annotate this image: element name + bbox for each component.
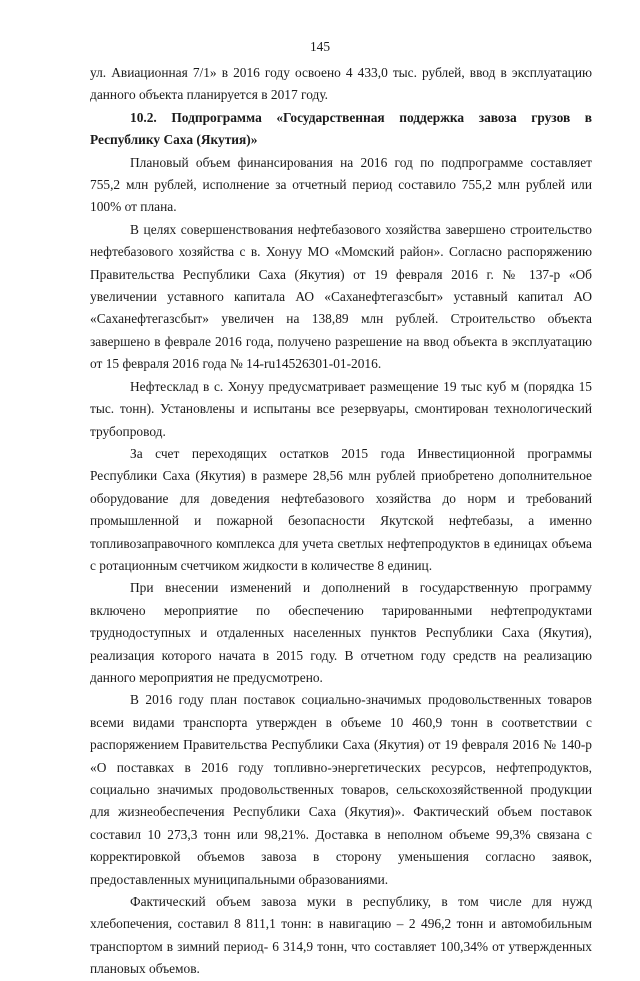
section-heading: 10.2. Подпрограмма «Государственная поддержка завоза грузов в Республику Саха (Якутия)»	[90, 109, 592, 148]
paragraph: В 2016 году план поставок социально-значимых продовольственных товаров всеми видами транспорта утвержден в объеме 10 460,9 тонн в соответствии с распоряжением Правительства Республики Саха (Якутия) от 19 февраля 2016 № 140-р «О поставках в 2016 году топливно-энергетических ресурсов, нефтепродуктов, социально значимых продовольственных товаров, сельскохозяйственной продукции для жизнеобеспечения Республики Саха (Якутия)». Фактический объем поставок составил 10 273,3 тонн или 98,21%. Доставка в неполном объеме 99,3% связана с корректировкой объемов завоза в сторону уменьшения согласно заявок, предоставленных муниципальными образованиями.	[90, 692, 592, 887]
paragraph: За счет переходящих остатков 2015 года Инвестиционной программы Республики Саха (Якутия) в размере 28,56 млн рублей приобретено дополнительное оборудование для доведения нефтебазового хозяйства до норм и требований промышленной и пожарной безопасности Якутской нефтебазы, а именно топливозаправочного комплекса для учета светлых нефтепродуктов в единицах объема с ротационным счетчиком жидкости в количестве 8 единиц.	[90, 445, 592, 573]
paragraph-continuation: ул. Авиационная 7/1» в 2016 году освоено 4 433,0 тыс. рублей, ввод в эксплуатацию данного объекта планируется в 2017 году.	[90, 65, 592, 103]
paragraph: При внесении изменений и дополнений в государственную программу включено мероприятие по обеспечению тарированными нефтепродуктами труднодоступных и отдаленных населенных пунктов Республики Саха (Якутия), реализация которого начата в 2015 году. В отчетном году средств на реализацию данного мероприятия не предусмотрено.	[90, 580, 592, 685]
paragraph: Нефтесклад в с. Хонуу предусматривает размещение 19 тыс куб м (порядка 15 тыс. тонн). Установлены и испытаны все резервуары, смонтирован технологический трубопровод.	[90, 378, 592, 439]
paragraph: Плановый объем финансирования на 2016 год по подпрограмме составляет 755,2 млн рублей, исполнение за отчетный период составило 755,2 млн рублей или 100% от плана.	[90, 154, 592, 215]
paragraph: Фактический объем завоза муки в республику, в том числе для нужд хлебопечения, составил 8 811,1 тонн: в навигацию – 2 496,2 тонн и автомобильным транспортом в зимний период- 6 314,9 тонн, что составляет 100,34% от утвержденных плановых объемов.	[90, 894, 592, 977]
page-number: 145	[309, 39, 331, 54]
paragraph: В целях совершенствования нефтебазового хозяйства завершено строительство нефтебазового хозяйства с в. Хонуу МО «Момский район». Согласно распоряжению Правительства Республики Саха (Якутия) от 19 февраля 2016 г. № 137-р «Об увеличении уставного капитала АО «Саханефтегазсбыт» уставный капитал АО «Саханефтегазсбыт» увеличен на 138,89 млн рублей. Строительство объекта завершено в феврале 2016 года, получено разрешение на ввод объекта в эксплуатацию от 15 февраля 2016 года № 14-ru14526301-01-2016.	[90, 221, 592, 372]
document-body	[90, 62, 592, 981]
